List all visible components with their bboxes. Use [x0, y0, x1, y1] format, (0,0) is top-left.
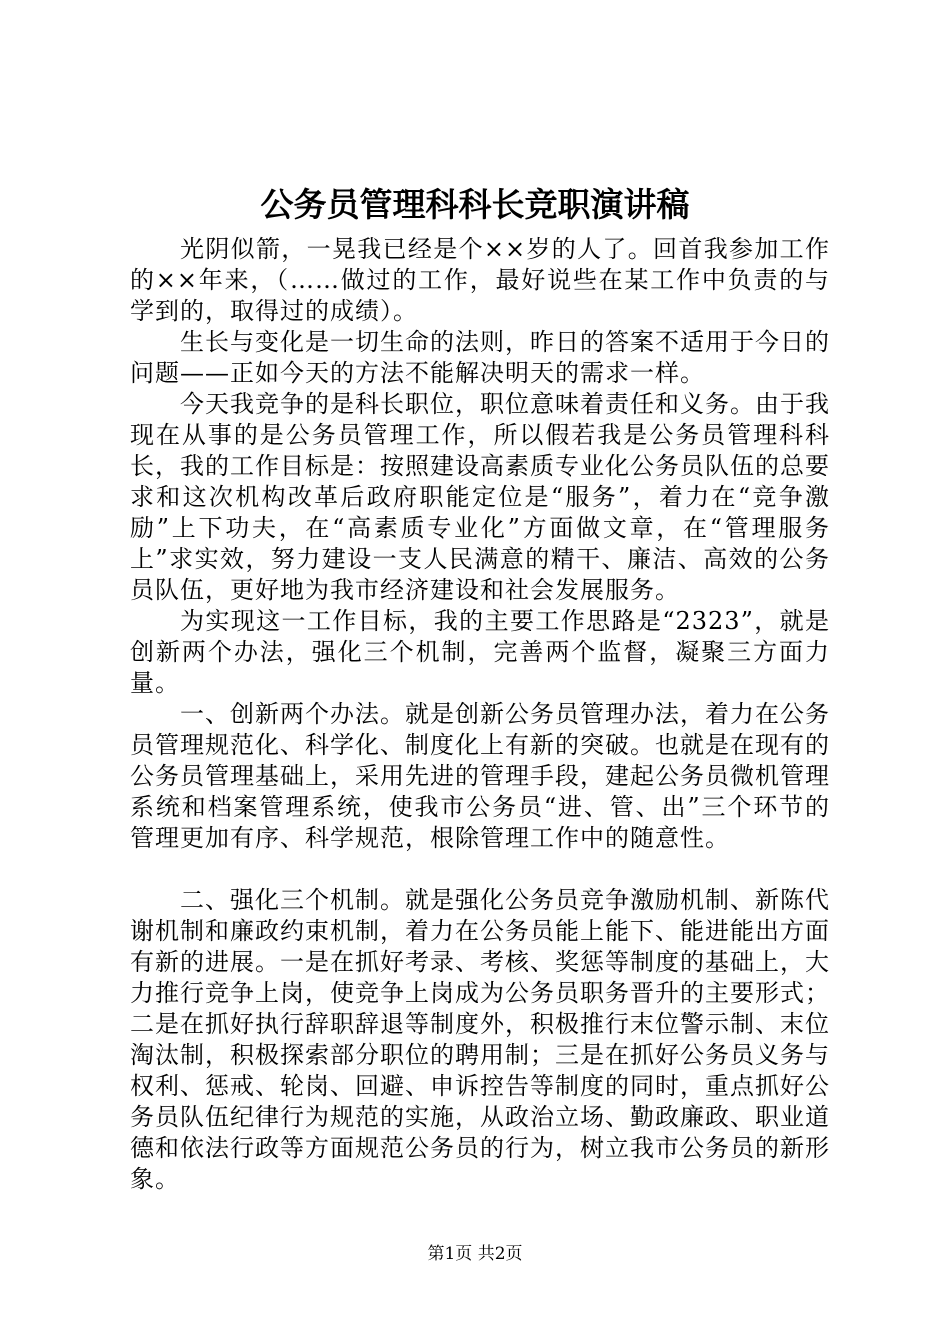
document-title: 公务员管理科科长竞职演讲稿: [260, 185, 690, 224]
paragraph-section-one: 一、创新两个办法。就是创新公务员管理办法，着力在公务员管理规范化、科学化、制度化上有新的突破。也就是在现有的公务员管理基础上，采用先进的管理手段，建起公务员微机管理系统和档案管理系统，使我市公务员“进、管、出”三个环节的管理更加有序、科学规范，根除管理工作中的随意性。: [130, 700, 830, 852]
paragraph-intro: 光阴似箭，一晃我已经是个××岁的人了。回首我参加工作的××年来，（……做过的工作，最好说些在某工作中负责的与学到的，取得过的成绩）。: [130, 235, 830, 325]
paragraph-goal: 今天我竞争的是科长职位，职位意味着责任和义务。由于我现在从事的是公务员管理工作，所以假若我是公务员管理科科长，我的工作目标是：按照建设高素质专业化公务员队伍的总要求和这次机构改革后政府职能定位是“服务”，着力在“竞争激励”上下功夫，在“高素质专业化”方面做文章，在“管理服务上”求实效，努力建设一支人民满意的精干、廉洁、高效的公务员队伍，更好地为我市经济建设和社会发展服务。: [130, 390, 830, 604]
paragraph-spacer: [130, 854, 830, 885]
paragraph-growth: 生长与变化是一切生命的法则，昨日的答案不适用于今日的问题——正如今天的方法不能解决明天的需求一样。: [130, 328, 830, 387]
paragraph-section-two: 二、强化三个机制。就是强化公务员竞争激励机制、新陈代谢机制和廉政约束机制，着力在公务员能上能下、能进能出方面有新的进展。一是在抓好考录、考核、奖惩等制度的基础上，大力推行竞争上岗，使竞争上岗成为公务员职务晋升的主要形式；二是在抓好执行辞职辞退等制度外，积极推行末位警示制、末位淘汰制，积极探索部分职位的聘用制；三是在抓好公务员义务与权利、惩戒、轮岗、回避、申诉控告等制度的同时，重点抓好公务员队伍纪律行为规范的实施，从政治立场、勤政廉政、职业道德和依法行政等方面规范公务员的行为，树立我市公务员的新形象。: [130, 886, 830, 1193]
document-body: [130, 234, 830, 1195]
page-number-footer: 第1页 共2页: [427, 1244, 523, 1264]
paragraph-approach: 为实现这一工作目标，我的主要工作思路是“2323”，就是创新两个办法，强化三个机制，完善两个监督，凝聚三方面力量。: [130, 607, 830, 697]
